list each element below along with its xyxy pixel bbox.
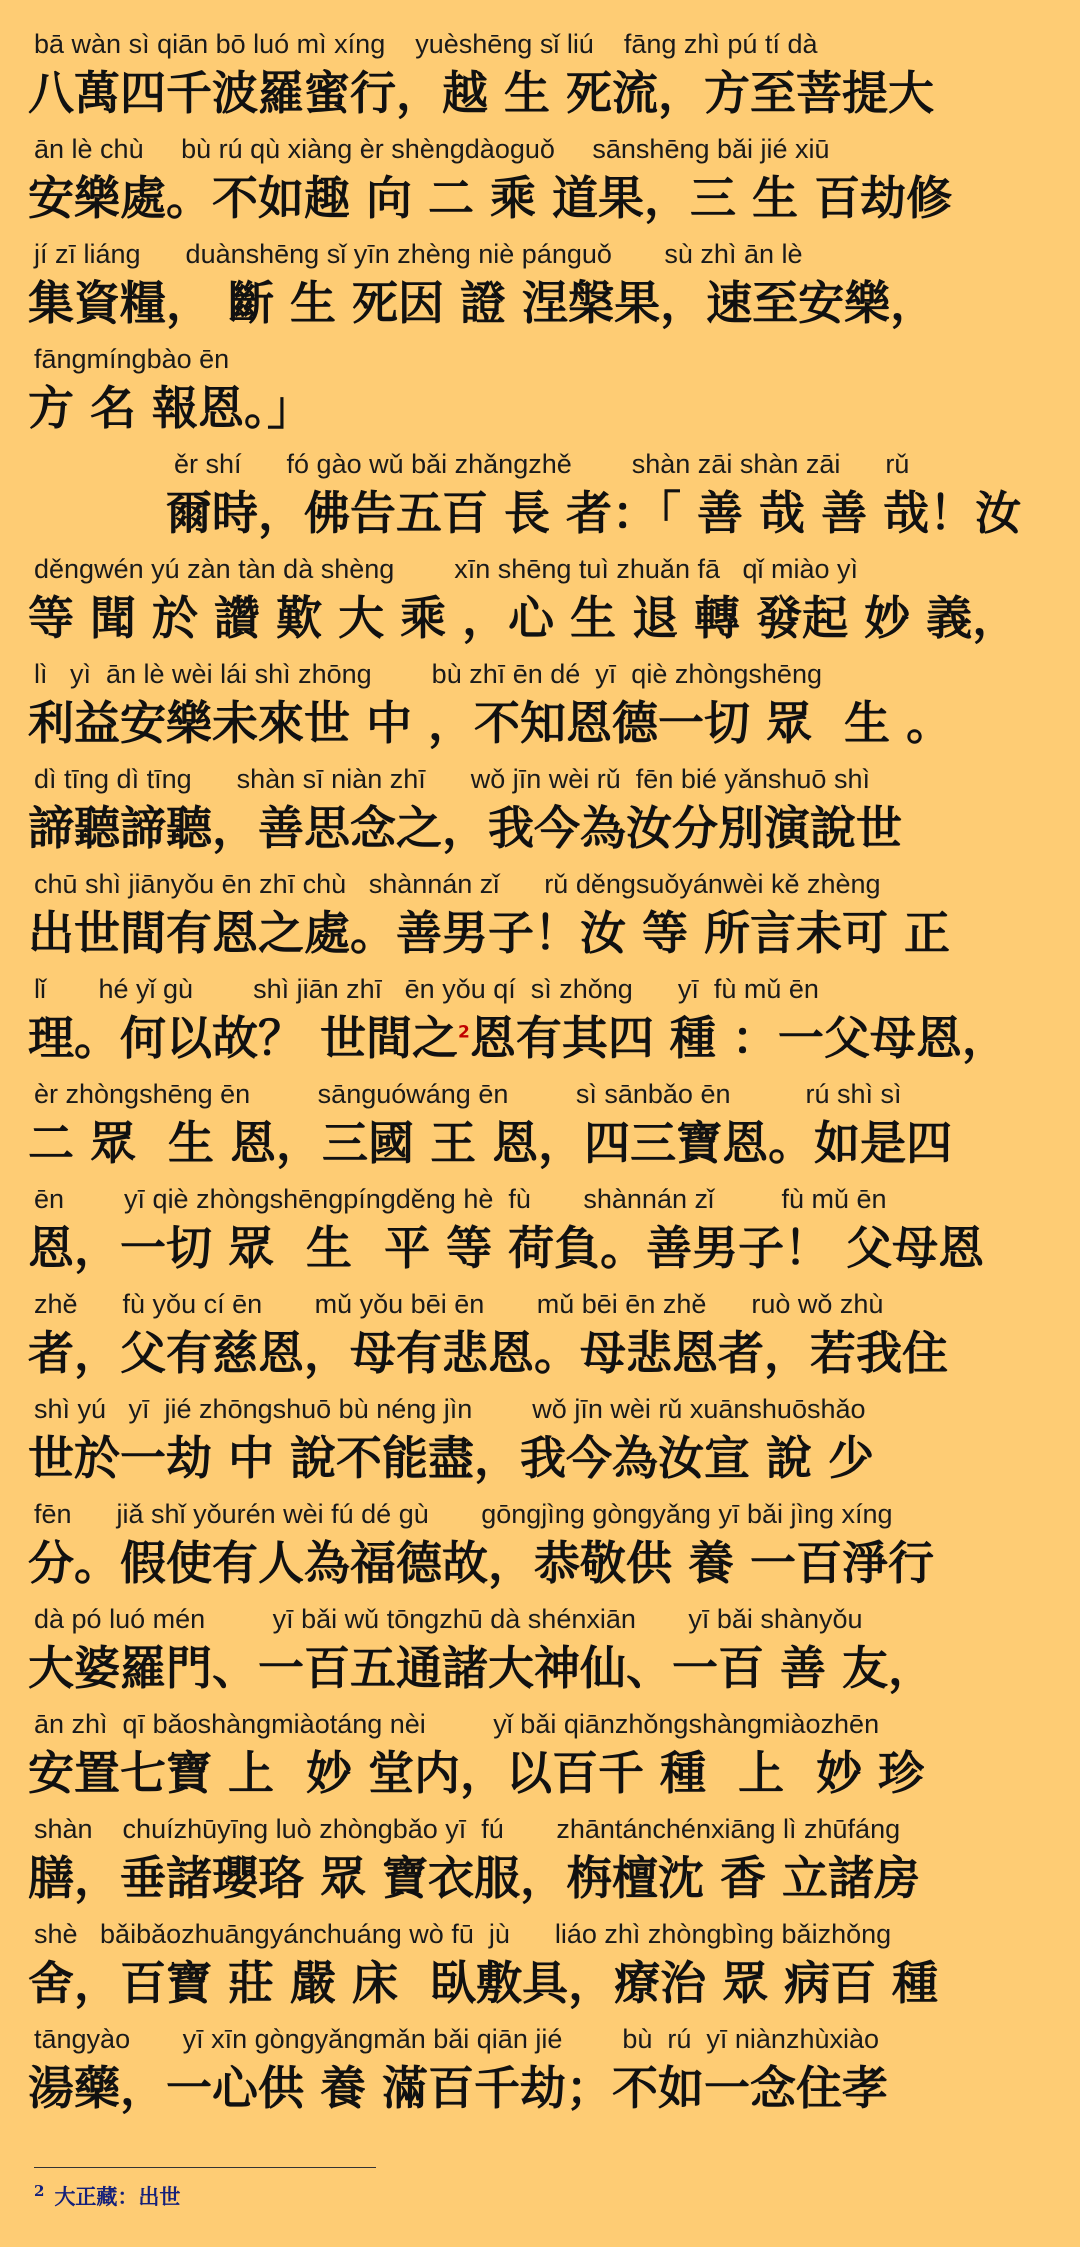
pinyin-line: děngwén yú zàn tàn dà shèng xīn shēng tuì zhuǎn fā qǐ miào yì [34, 554, 859, 584]
text-line-15 [0, 1496, 1080, 1601]
chinese-line [28, 1005, 1008, 1071]
text-line-20 [0, 2021, 1080, 2126]
text-line-12 [0, 1181, 1080, 1286]
chinese-line: 安樂處。不如趣 向 二 乘 道果，三 生 百劫修 [28, 171, 953, 225]
text-line-19 [0, 1916, 1080, 2021]
pinyin-line: dà pó luó mén yī bǎi wǔ tōngzhū dà shénxiān yī bǎi shànyǒu [34, 1604, 863, 1634]
chinese-line: 等 聞 於 讚 歎 大 乘 ，心 生 退 轉 發起 妙 義， [28, 591, 1019, 645]
pinyin-line: lǐ hé yǐ gù shì jiān zhī ēn yǒu qí sì zhǒng yī fù mǔ ēn [34, 974, 819, 1004]
text-line-16 [0, 1601, 1080, 1706]
text-line-14 [0, 1391, 1080, 1496]
pinyin-line: chū shì jiānyǒu ēn zhī chù shànnán zǐ rǔ děngsuǒyánwèi kě zhèng [34, 869, 881, 899]
chinese-line: 諦聽諦聽，善思念之，我今為汝分別演說世 [28, 801, 902, 855]
chinese-line: 舍，百寶 莊 嚴 床 臥敷具，療治 眾 病百 種 [28, 1956, 939, 2010]
pinyin-line: shè bǎibǎozhuāngyánchuáng wò fū jù liáo zhì zhòngbìng bǎizhǒng [34, 1919, 892, 1949]
chinese-line: 分。假使有人為福德故，恭敬供 養 一百淨行 [28, 1536, 935, 1590]
pinyin-line: ān zhì qī bǎoshàngmiàotáng nèi yǐ bǎi qiānzhǒngshàngmiàozhēn [34, 1709, 880, 1739]
chinese-line: 湯藥，一心供 養 滿百千劫；不如一念住孝 [28, 2061, 889, 2115]
text-line-6 [0, 551, 1080, 656]
pinyin-line: shì yú yī jié zhōngshuō bù néng jìn wǒ jīn wèi rǔ xuānshuōshǎo [34, 1394, 866, 1424]
chinese-line: 出世間有恩之處。善男子！汝 等 所言未可 正 [28, 906, 951, 960]
text-line-11 [0, 1076, 1080, 1181]
pinyin-line: zhě fù yǒu cí ēn mǔ yǒu bēi ēn mǔ bēi ēn zhě ruò wǒ zhù [34, 1289, 884, 1319]
chinese-line: 恩，一切 眾 生 平 等 荷負。善男子！ 父母恩 [28, 1221, 985, 1275]
text-line-18 [0, 1811, 1080, 1916]
text-line-13 [0, 1286, 1080, 1391]
text-line-9 [0, 866, 1080, 971]
text-line-5 [0, 446, 1080, 551]
footnote-text: 大正藏：出世 [54, 2184, 181, 2209]
pinyin-line: ān lè chù bù rú qù xiàng èr shèngdàoguǒ sānshēng bǎi jié xiū [34, 134, 830, 164]
footnote-divider [34, 2167, 376, 2168]
text-line-17 [0, 1706, 1080, 1811]
pinyin-line: dì tīng dì tīng shàn sī niàn zhī wǒ jīn wèi rǔ fēn bié yǎnshuō shì [34, 764, 870, 794]
chinese-segment: 理。何以故？ 世間之 [28, 1011, 459, 1065]
text-line-1 [0, 26, 1080, 131]
pinyin-line: fāngmíngbào ēn [34, 344, 230, 374]
text-line-3 [0, 236, 1080, 341]
chinese-segment: 恩有其四 種 ：一父母恩， [469, 1011, 1008, 1065]
text-line-8 [0, 761, 1080, 866]
footnote [34, 2180, 180, 2214]
pinyin-line: bā wàn sì qiān bō luó mì xíng yuèshēng sǐ liú fāng zhì pú tí dà [34, 29, 818, 59]
text-line-10 [0, 971, 1080, 1076]
chinese-line: 八萬四千波羅蜜行，越 生 死流，方至菩提大 [28, 66, 935, 120]
pinyin-line: ěr shí fó gào wǔ bǎi zhǎngzhě shàn zāi shàn zāi rǔ [174, 449, 910, 479]
chinese-line: 安置七寶 上 妙 堂内，以百千 種 上 妙 珍 [28, 1746, 925, 1800]
chinese-line: 爾時，佛告五百 長 者：「 善 哉 善 哉！汝 [166, 486, 1022, 540]
pinyin-line: èr zhòngshēng ēn sānguówáng ēn sì sānbǎo ēn rú shì sì [34, 1079, 902, 1109]
chinese-line: 二 眾 生 恩，三國 王 恩，四三寶恩。如是四 [28, 1116, 953, 1170]
chinese-line: 利益安樂未來世 中 ，不知恩德一切 眾 生 。 [28, 696, 953, 750]
text-line-7 [0, 656, 1080, 761]
chinese-line: 集資糧， 斷 生 死因 證 涅槃果，速至安樂， [28, 276, 937, 330]
footnote-reference[interactable]: 2 [458, 1022, 470, 1043]
chinese-line: 世於一劫 中 說不能盡，我今為汝宣 說 少 [28, 1431, 875, 1485]
pinyin-line: lì yì ān lè wèi lái shì zhōng bù zhī ēn dé yī qiè zhòngshēng [34, 659, 822, 689]
pinyin-line: tāngyào yī xīn gòngyǎngmǎn bǎi qiān jié bù rú yī niànzhùxiào [34, 2024, 880, 2054]
chinese-line: 方 名 報恩。」 [28, 381, 314, 435]
chinese-line: 膳，垂諸瓔珞 眾 寶衣服，栴檀沈 香 立諸房 [28, 1851, 921, 1905]
pinyin-line: ēn yī qiè zhòngshēngpíngděng hè fù shànnán zǐ fù mǔ ēn [34, 1184, 887, 1214]
pinyin-line: fēn jiǎ shǐ yǒurén wèi fú dé gù gōngjìng gòngyǎng yī bǎi jìng xíng [34, 1499, 893, 1529]
text-line-4 [0, 341, 1080, 446]
footnote-number: 2 [34, 2182, 45, 2200]
pinyin-line: jí zī liáng duànshēng sǐ yīn zhèng niè pánguǒ sù zhì ān lè [34, 239, 803, 269]
chinese-line: 者，父有慈恩，母有悲恩。母悲恩者，若我住 [28, 1326, 948, 1380]
text-line-2 [0, 131, 1080, 236]
pinyin-line: shàn chuízhūyīng luò zhòngbǎo yī fú zhāntánchénxiāng lì zhūfáng [34, 1814, 901, 1844]
chinese-line: 大婆羅門、一百五通諸大神仙、一百 善 友， [28, 1641, 935, 1695]
